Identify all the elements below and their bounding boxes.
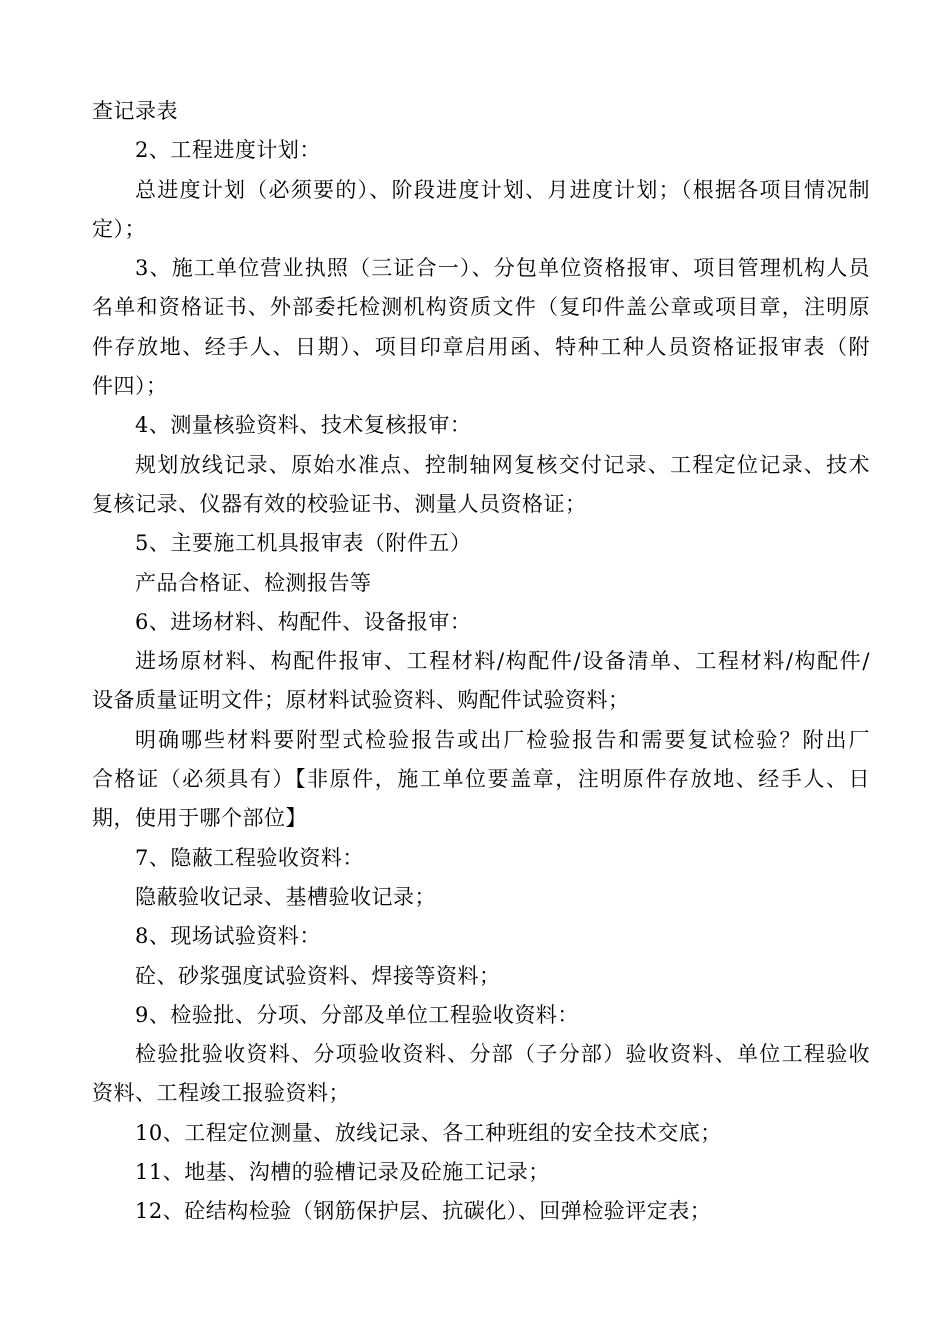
text-line: 规划放线记录、原始水准点、控制轴网复核交付记录、工程定位记录、技术 — [135, 452, 870, 477]
section-heading: 12、砼结构检验（钢筋保护层、抗碳化）、回弹检验评定表； — [135, 1199, 712, 1224]
section-heading: 2、工程进度计划： — [135, 138, 321, 163]
section-heading: 8、现场试验资料： — [135, 924, 321, 949]
section-heading: 10、工程定位测量、放线记录、各工种班组的安全技术交底； — [135, 1120, 722, 1145]
text-line: 合格证（必须具有）【非原件，施工单位要盖章，注明原件存放地、经手人、日 — [92, 767, 870, 792]
text-line: 期，使用于哪个部位】 — [92, 806, 307, 831]
text-line: 砼、砂浆强度试验资料、焊接等资料； — [135, 963, 501, 988]
text-line: 件存放地、经手人、日期）、项目印章启用函、特种工种人员资格证报审表（附 — [92, 334, 870, 359]
text-line: 隐蔽验收记录、基槽验收记录； — [135, 884, 436, 909]
section-heading: 6、进场材料、构配件、设备报审： — [135, 609, 472, 634]
text-line: 明确哪些材料要附型式检验报告或出厂检验报告和需要复试检验？附出厂 — [135, 727, 870, 752]
text-line: 进场原材料、构配件报审、工程材料/构配件/设备清单、工程材料/构配件/ — [135, 649, 870, 674]
text-line: 资料、工程竣工报验资料； — [92, 1081, 350, 1106]
text-line: 设备质量证明文件；原材料试验资料、购配件试验资料； — [92, 688, 630, 713]
section-heading: 9、检验批、分项、分部及单位工程验收资料： — [135, 1002, 579, 1027]
text-line: 总进度计划（必须要的）、阶段进度计划、月进度计划；（根据各项目情况制 — [135, 177, 870, 202]
document-body — [92, 92, 870, 1232]
section-heading: 4、测量核验资料、技术复核报审： — [135, 413, 472, 438]
section-heading: 5、主要施工机具报审表（附件五） — [135, 531, 472, 556]
text-line: 产品合格证、检测报告等 — [135, 570, 372, 595]
text-line: 检验批验收资料、分项验收资料、分部（子分部）验收资料、单位工程验收 — [135, 1042, 870, 1067]
text-line: 件四）； — [92, 374, 168, 399]
section-heading: 7、隐蔽工程验收资料： — [135, 845, 364, 870]
text-line: 复核记录、仪器有效的校验证书、测量人员资格证； — [92, 491, 587, 516]
text-line: 查记录表 — [92, 99, 178, 123]
section-heading: 3、施工单位营业执照（三证合一）、分包单位资格报审、项目管理机构人员 — [135, 256, 870, 281]
text-line: 名单和资格证书、外部委托检测机构资质文件（复印件盖公章或项目章，注明原 — [92, 295, 870, 320]
section-heading: 11、地基、沟槽的验槽记录及砼施工记录； — [135, 1160, 550, 1185]
text-line: 定）； — [92, 216, 146, 241]
